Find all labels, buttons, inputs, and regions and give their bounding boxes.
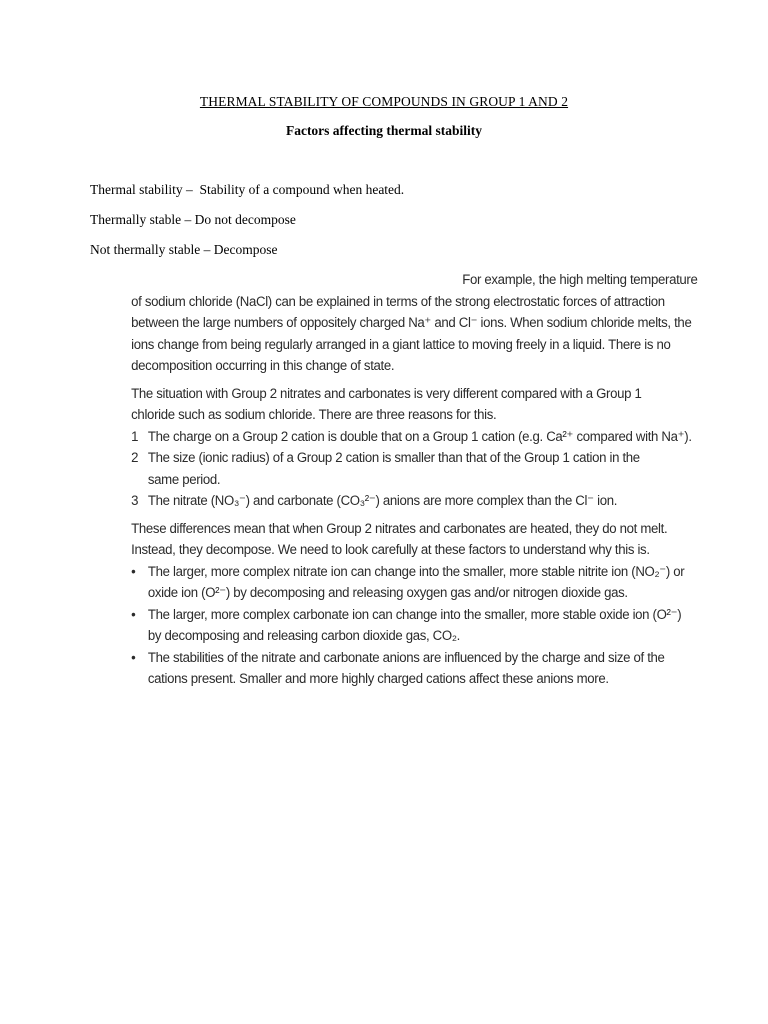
bullet-text: The larger, more complex carbonate ion can change into the smaller, more stable oxide ion (O²⁻)	[147, 606, 682, 623]
excerpt-line: chloride such as sodium chloride. There are three reasons for this.	[131, 407, 497, 423]
bullet-text-continued: oxide ion (O²⁻) by decomposing and releasing oxygen gas and/or nitrogen dioxide gas.	[147, 585, 628, 601]
reason-item	[120, 491, 701, 513]
excerpt-line: These differences mean that when Group 2 nitrates and carbonates are heated, they do not melt.	[131, 520, 668, 537]
reason-number: 2	[131, 450, 139, 466]
reason-item	[120, 427, 701, 449]
bullet-item	[120, 648, 701, 670]
excerpt-line: ions change from being regularly arranged in a giant lattice to moving freely in a liquid. There is no	[131, 336, 671, 353]
page-title: THERMAL STABILITY OF COMPOUNDS IN GROUP 1 AND 2	[199, 94, 569, 109]
excerpt-line: The situation with Group 2 nitrates and carbonates is very different compared with a Group 1	[131, 385, 642, 402]
definition-not-thermally-stable: Not thermally stable – Decompose	[90, 242, 278, 257]
reason-text: The charge on a Group 2 cation is double that on a Group 1 cation (e.g. Ca²⁺ compared with Na⁺).	[147, 428, 692, 445]
excerpt-line: between the large numbers of oppositely charged Na⁺ and Cl⁻ ions. When sodium chloride melts, the	[131, 315, 692, 331]
definition-thermally-stable: Thermally stable – Do not decompose	[90, 212, 296, 227]
reason-item	[120, 448, 701, 470]
reason-text-continued: same period.	[147, 471, 221, 488]
bullet-text-continued: cations present. Smaller and more highly charged cations affect these anions more.	[147, 671, 609, 687]
reason-text: The size (ionic radius) of a Group 2 cation is smaller than that of the Group 1 cation in the	[147, 450, 640, 466]
bullet-text: The stabilities of the nitrate and carbonate anions are influenced by the charge and size of the	[147, 649, 665, 666]
bullet-item	[120, 605, 701, 627]
excerpt-line: Instead, they decompose. We need to look carefully at these factors to understand why this is.	[131, 542, 650, 558]
bullet-icon: •	[131, 563, 136, 580]
reason-number: 1	[131, 428, 139, 445]
definition-thermal-stability: Thermal stability – Stability of a compound when heated.	[90, 182, 405, 197]
bullet-text: The larger, more complex nitrate ion can change into the smaller, more stable nitrite ion (NO₂⁻) or	[147, 563, 685, 580]
excerpt-line: decomposition occurring in this change of state.	[131, 358, 395, 374]
bullet-icon: •	[131, 606, 136, 623]
excerpt-line: For example, the high melting temperature	[462, 272, 698, 288]
excerpt-line: of sodium chloride (NaCl) can be explained in terms of the strong electrostatic forces of attraction	[131, 293, 665, 310]
scanned-textbook-excerpt	[120, 270, 701, 730]
bullet-icon: •	[131, 649, 136, 666]
reason-text: The nitrate (NO₃⁻) and carbonate (CO₃²⁻) anions are more complex than the Cl⁻ ion.	[147, 493, 618, 509]
bullet-item	[120, 562, 701, 584]
page-subtitle: Factors affecting thermal stability	[285, 123, 483, 138]
reason-number: 3	[131, 493, 139, 509]
bullet-text-continued: by decomposing and releasing carbon dioxide gas, CO₂.	[147, 628, 460, 644]
